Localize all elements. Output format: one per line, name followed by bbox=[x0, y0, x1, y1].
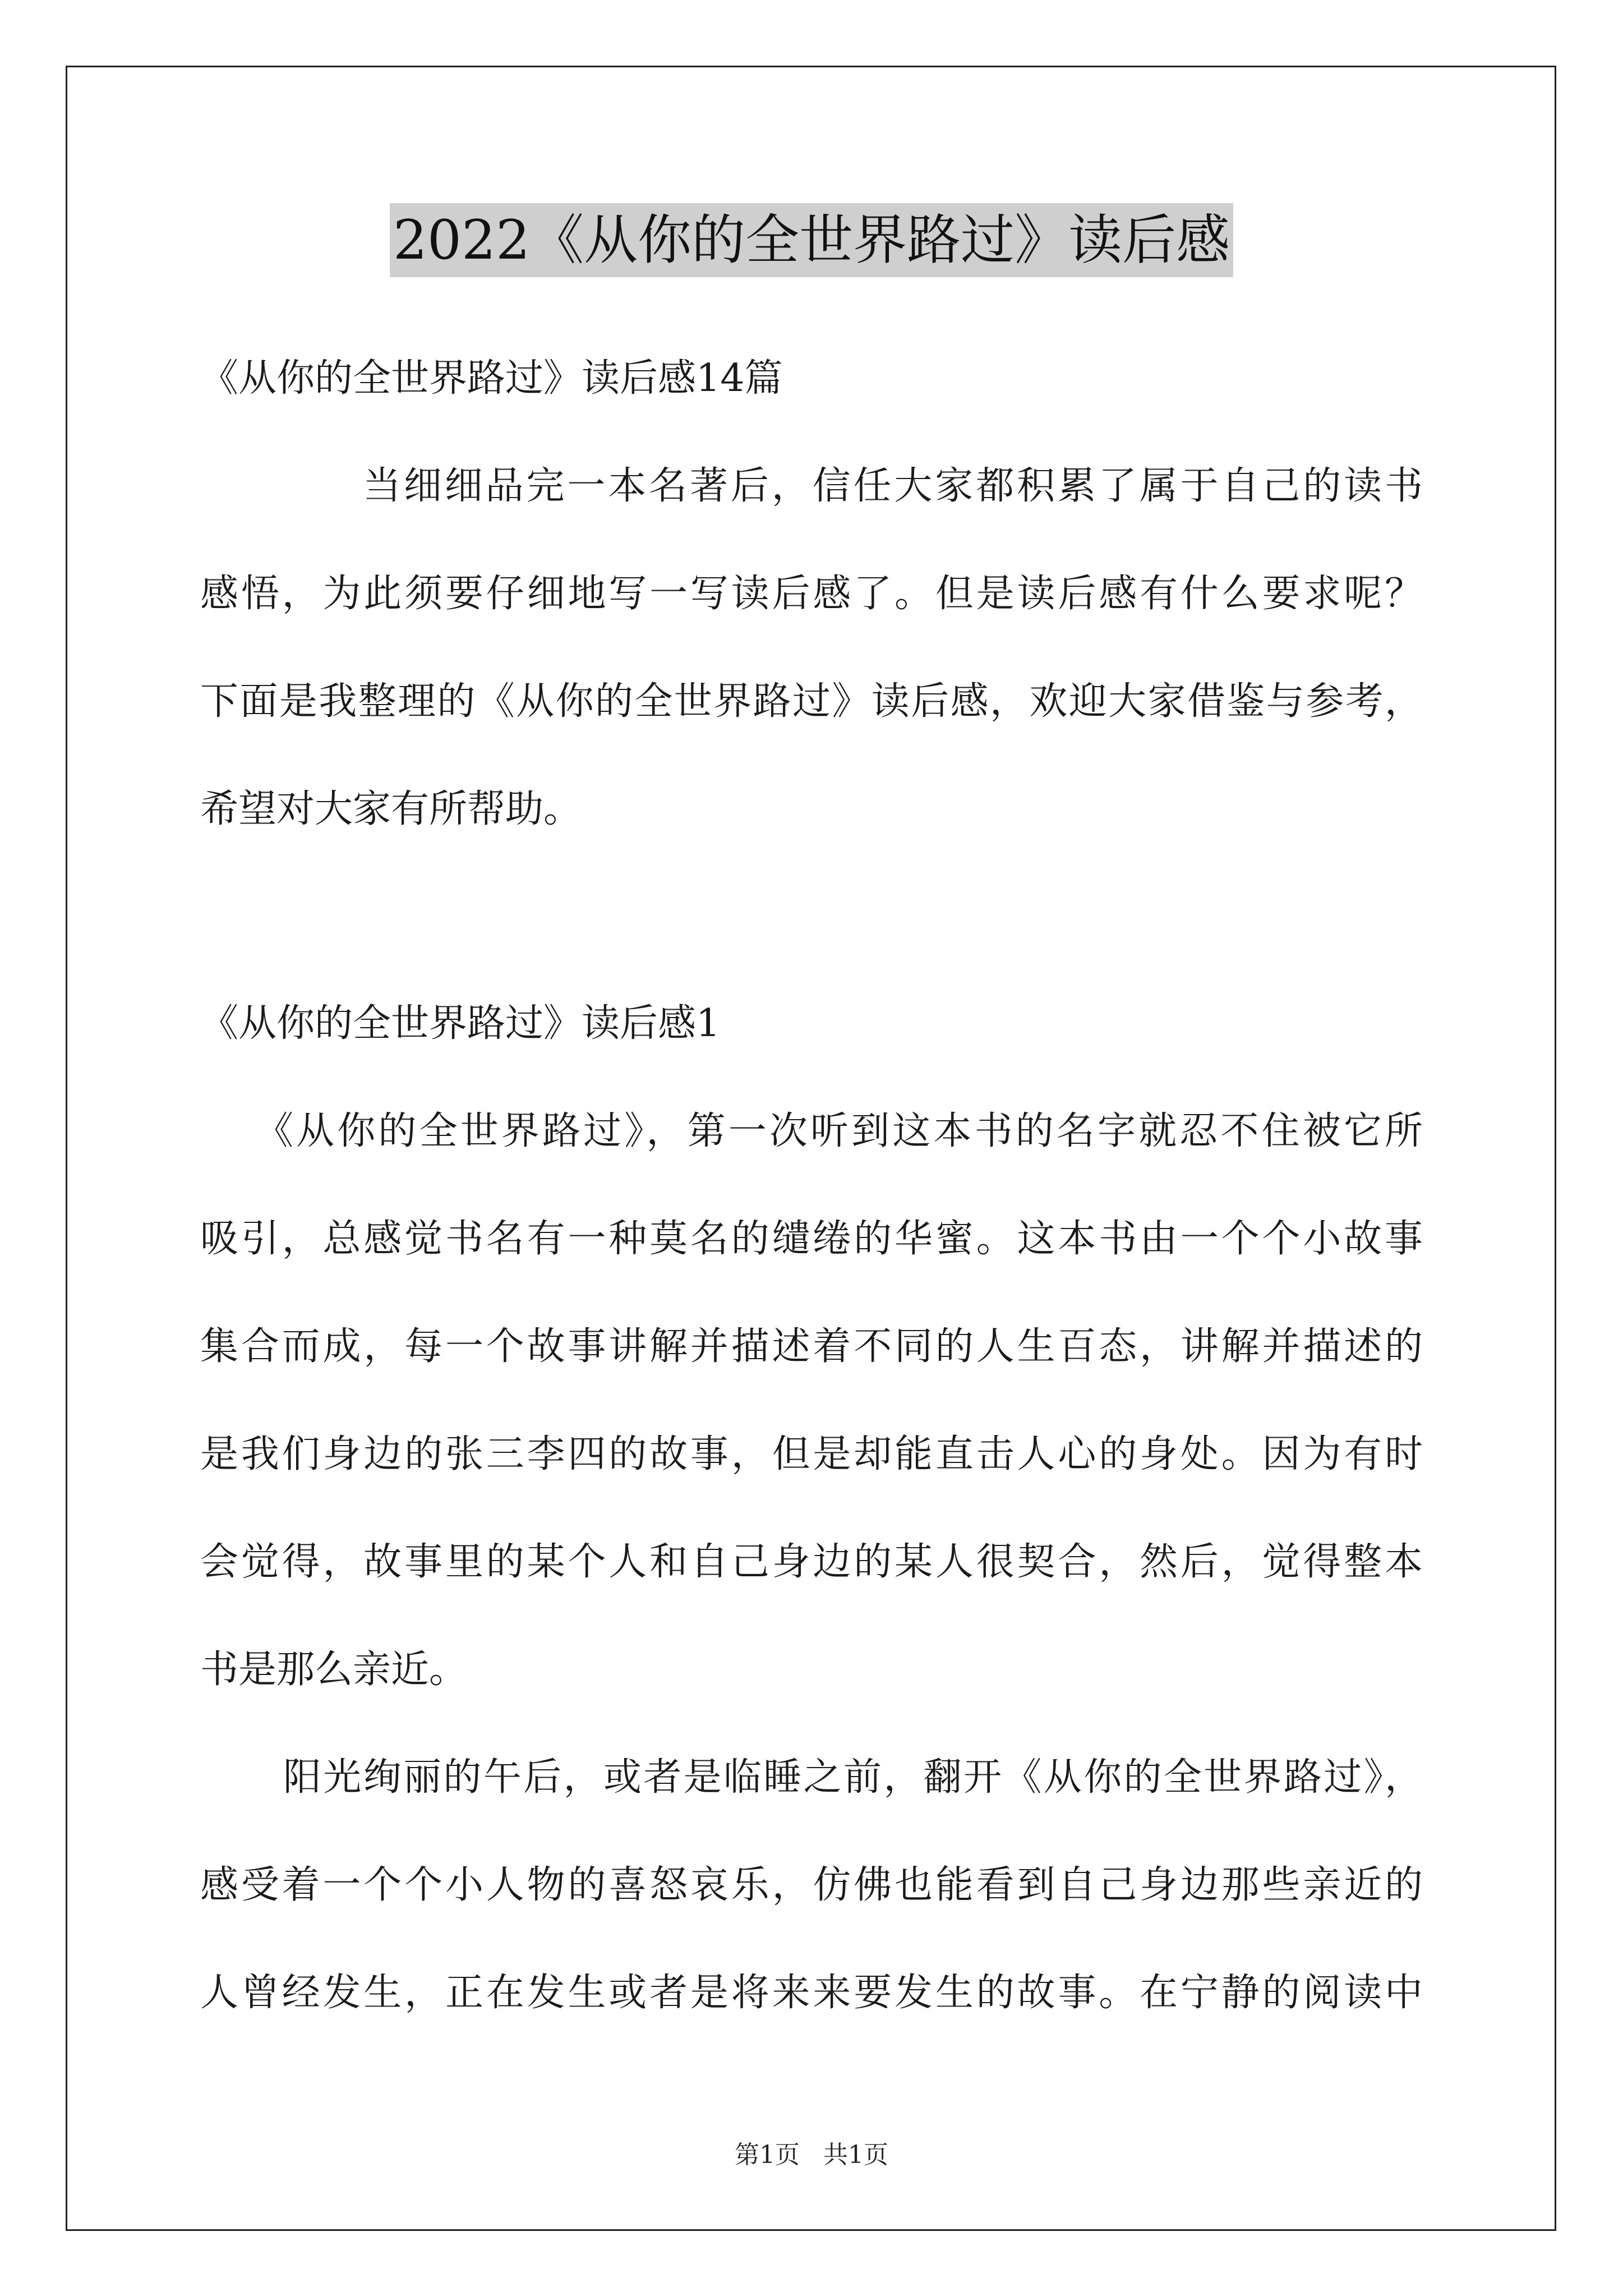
page-footer bbox=[0, 2138, 1623, 2172]
page-number: 第1页 bbox=[735, 2141, 800, 2169]
para2-line-2: 感受着一个个小人物的喜怒哀乐，仿佛也能看到自己身边那些亲近的 bbox=[200, 1863, 1423, 1907]
intro-line-1: 当细细品完一本名著后，信任大家都积累了属于自己的读书 bbox=[363, 464, 1423, 508]
title-container bbox=[0, 203, 1623, 277]
page-total: 共1页 bbox=[823, 2141, 888, 2169]
para1-line-1: 《从你的全世界路过》，第一次听到这本书的名字就忍不住被它所 bbox=[255, 1109, 1423, 1153]
para1-line-6: 书是那么亲近。 bbox=[200, 1648, 468, 1692]
subtitle: 《从你的全世界路过》读后感14篇 bbox=[200, 356, 783, 401]
section-heading: 《从你的全世界路过》读后感1 bbox=[200, 1001, 721, 1046]
intro-line-3: 下面是我整理的《从你的全世界路过》读后感，欢迎大家借鉴与参考， bbox=[200, 679, 1423, 724]
document-title: 2022《从你的全世界路过》读后感 bbox=[390, 203, 1233, 277]
para1-line-5: 会觉得，故事里的某个人和自己身边的某人很契合，然后，觉得整本 bbox=[200, 1540, 1423, 1584]
para1-line-4: 是我们身边的张三李四的故事，但是却能直击人心的身处。因为有时 bbox=[200, 1432, 1423, 1476]
para1-line-3: 集合而成，每一个故事讲解并描述着不同的人生百态，讲解并描述的 bbox=[200, 1324, 1423, 1369]
para2-line-3: 人曾经发生，正在发生或者是将来来要发生的故事。在宁静的阅读中 bbox=[200, 1971, 1423, 2015]
para2-line-1: 阳光绚丽的午后，或者是临睡之前，翻开《从你的全世界路过》， bbox=[283, 1755, 1423, 1800]
intro-line-2: 感悟，为此须要仔细地写一写读后感了。但是读后感有什么要求呢？ bbox=[200, 572, 1423, 616]
para1-line-2: 吸引，总感觉书名有一种莫名的缱绻的华蜜。这本书由一个个小故事 bbox=[200, 1217, 1423, 1261]
intro-line-4: 希望对大家有所帮助。 bbox=[200, 787, 582, 831]
